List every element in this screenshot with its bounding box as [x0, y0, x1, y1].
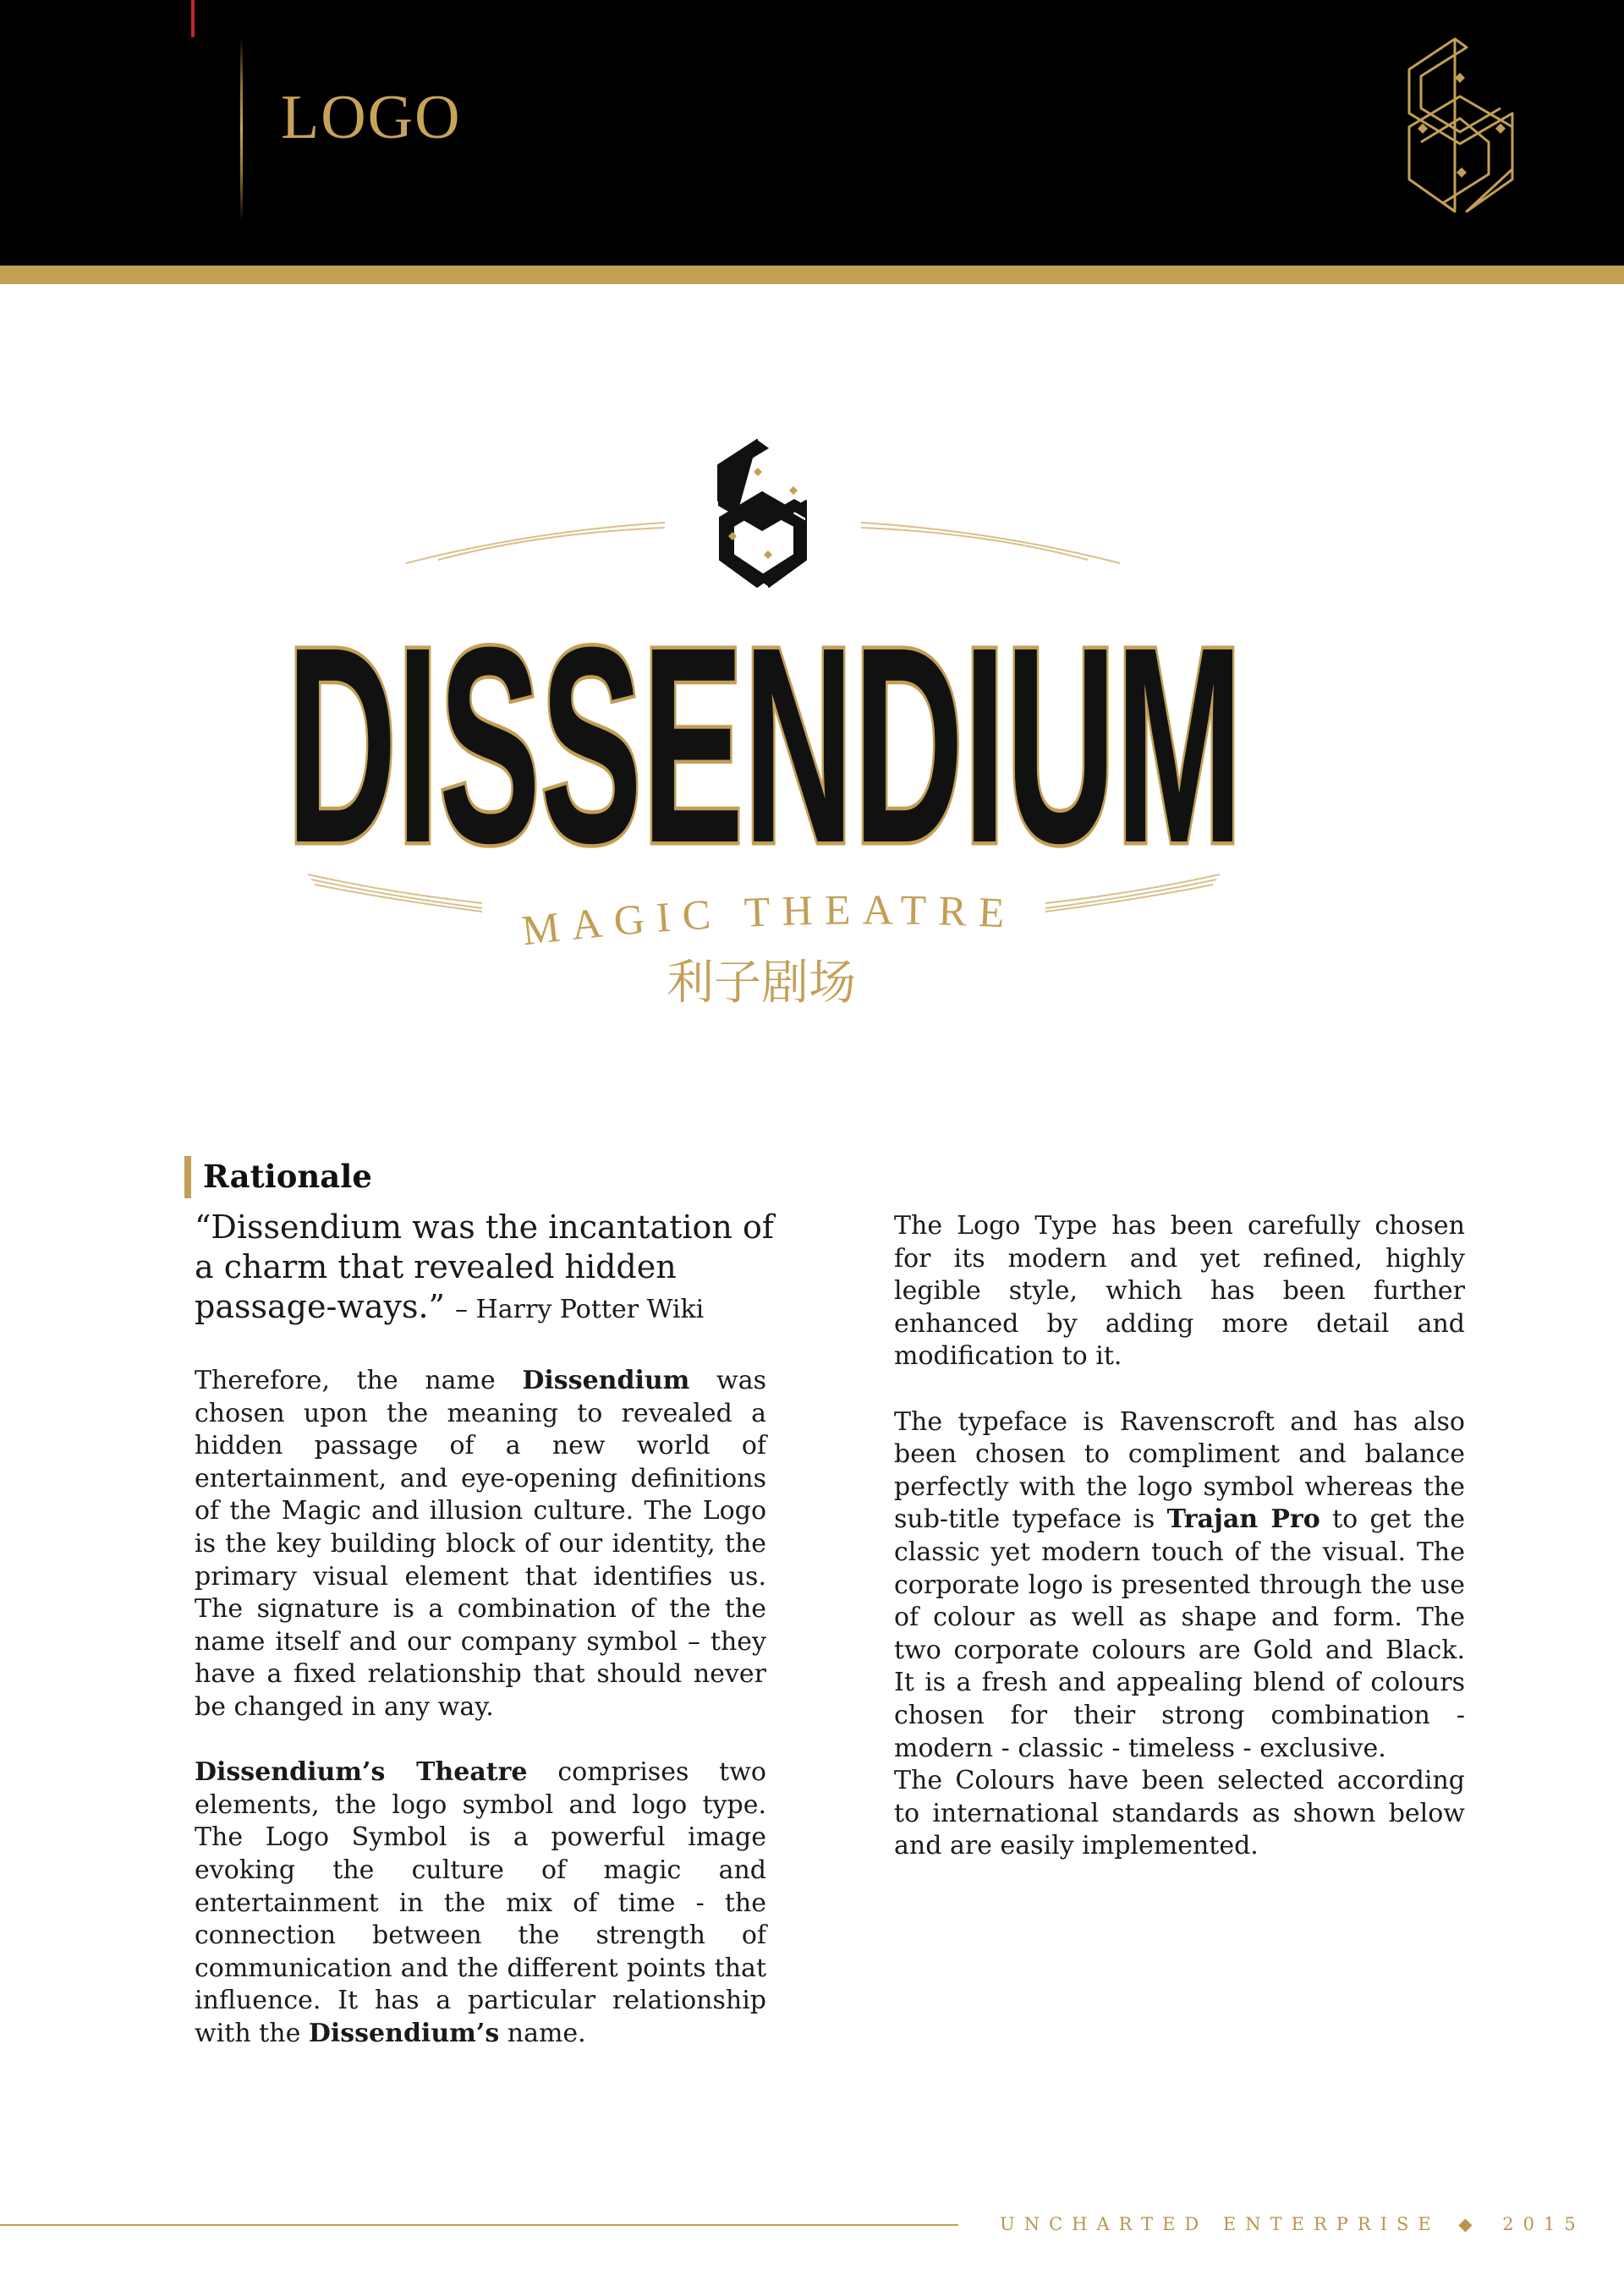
paragraph: The typeface is Ravenscroft and has also been chosen to compliment and balance perfectly with the logo symbol whereas the sub-title typeface is Trajan Pro to get the classic yet modern touch of the visual. The corporate logo is presented through the use of colour as well as shape and form. The two corporate colours are Gold and Black. It is a fresh and appealing blend of colours chosen for their strong combination - modern - classic - timeless - exclusive.	[894, 1406, 1466, 1763]
logo-symbol-icon	[713, 438, 813, 589]
decorative-sweep-right-top	[859, 514, 1122, 565]
logo-subtitle	[474, 879, 1066, 956]
footer-year: 2015	[1502, 2214, 1585, 2234]
header-band	[0, 0, 1624, 266]
quote-text: “Dissendium was the incantation of a charm that revealed hidden passage-ways.”	[195, 1208, 774, 1325]
subtitle-text: MAGIC THEATRE	[519, 885, 1018, 955]
header-gold-bar	[0, 266, 1624, 284]
section-accent-bar	[184, 1156, 191, 1198]
paragraph: The Logo Type has been carefully chosen for its modern and yet refined, highly legible style, which has been further enhanced by adding more detail and modification to it.	[894, 1211, 1465, 1372]
chinese-name: 利子剧场	[667, 956, 856, 1011]
section-title: Rationale	[203, 1158, 372, 1195]
dissendium-wordmark	[279, 584, 1250, 871]
page-title: LOGO	[281, 83, 462, 152]
footer-company: UNCHARTED ENTERPRISE	[1000, 2214, 1440, 2234]
decorative-sweep-left-top	[404, 514, 667, 565]
red-tick-mark	[191, 0, 195, 37]
decorative-sweep-left-bottom	[306, 871, 484, 913]
wordmark-outline: DISSENDIUM	[287, 589, 1243, 871]
footer-rule	[0, 2224, 958, 2226]
paragraph: The Colours have been selected according to international standards as shown below and are easily implemented.	[894, 1766, 1465, 1861]
paragraph: Dissendium’s Theatre comprises two elements, the logo symbol and logo type. The Logo Symbol is a powerful image evoking the culture of magic and entertainment in the mix of time - the connection between the strength of communication and the different points that influence. It has a particular relationship with the Dissendium’s name.	[195, 1757, 766, 2048]
dissendium-symbol-icon	[1401, 36, 1521, 215]
diamond-icon: ◆	[1458, 2214, 1473, 2234]
decorative-sweep-right-bottom	[1044, 871, 1221, 913]
footer	[1000, 2211, 1585, 2237]
left-column	[195, 1365, 766, 2050]
rationale-quote	[195, 1208, 787, 1329]
quote-attribution: – Harry Potter Wiki	[455, 1295, 705, 1324]
header-divider	[240, 37, 243, 222]
paragraph: Therefore, the name Dissendium was chosen upon the meaning to revealed a hidden passage of a new world of entertainment, and eye-opening definitions of the Magic and illusion culture. The Logo is the key building block of our identity, the primary visual element that identifies us. The signature is a combination of the the name itself and our company symbol – they have a fixed relationship that should never be changed in any way.	[195, 1366, 767, 1722]
right-column	[894, 1210, 1465, 1863]
svg-text:MAGIC THEATRE	[519, 885, 1018, 954]
